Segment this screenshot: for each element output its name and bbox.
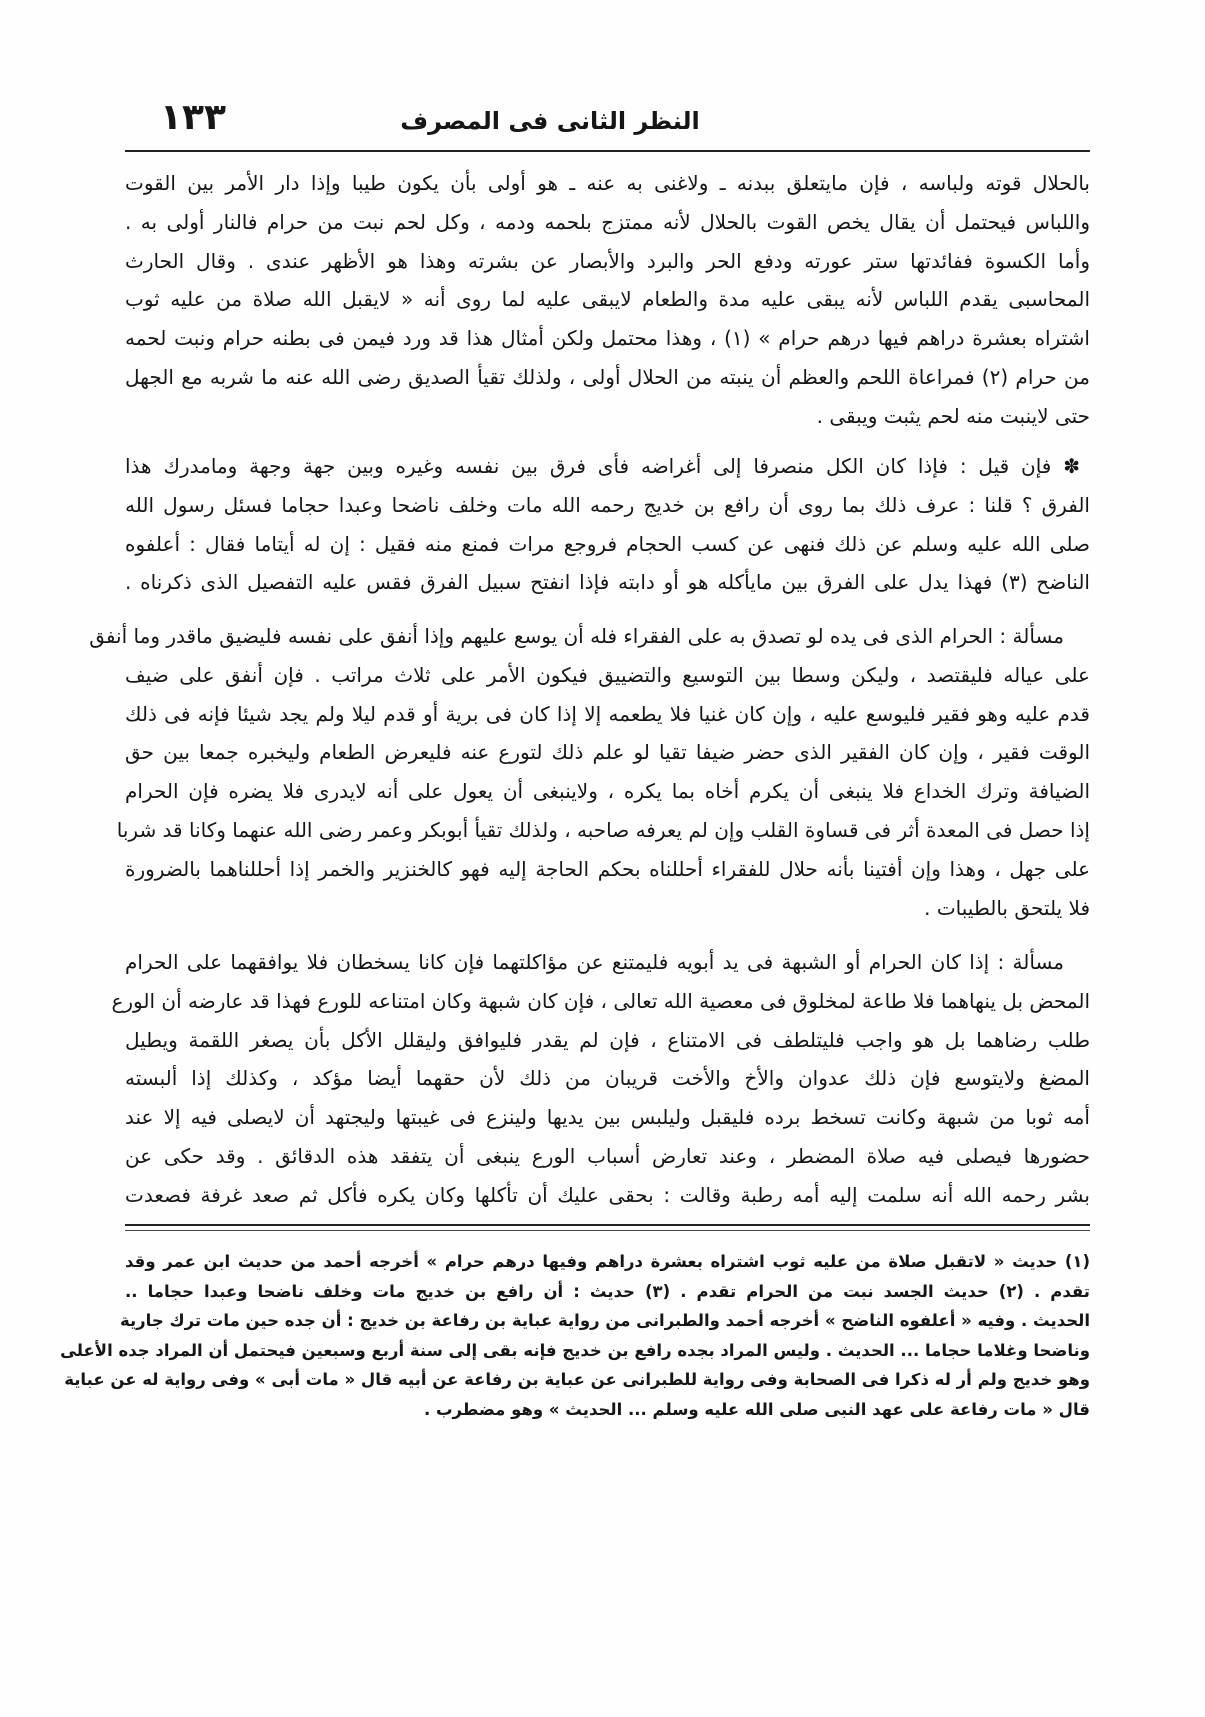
footnote-line: تقدم . (٢) حديث الجسد نبت من الحرام تقدم . (٣) حديث : أن رافع بن خديج مات وخلف ناضحا وعبدا حجاما .. [125,1281,1090,1301]
text-line: الفرق ؟ قلنا : عرف ذلك بما روى أن رافع بن خديج رحمه الله مات وخلف ناضحا وعبدا حجاما فسئل رسول الله [125,492,1090,517]
text-line: حتى لاينبت منه لحم يثبت ويبقى . [816,403,1090,428]
text-line: أمه ثوبا من شبهة وكانت تسخط برده فليقبل وليلبس بين يديها ولينزع فى غيبتها وليجتهد أن لايصلى فيه إلا عند [125,1105,1090,1130]
text-line: على جهل ، وهذا وإن أفتينا بأنه حلال للفقراء أحللناه بحكم الحاجة إليه فهو كالخنزير والخمر إذا أحللناهما بالضرورة [125,856,1090,881]
text-line: على عياله فليقتصد ، وليكن وسطا بين التوسيع والتضييق فيكون الأمر على ثلاث مراتب . فإن أنفق على ضيف [125,662,1090,687]
footnote-line: وناضحا وغلاما حجاما ... الحديث . وليس المراد بجده رافع بن خديج فإنه بقى إلى سنة أربع وسبعين فيحتمل أن المراد جده الأعلى [60,1340,1090,1360]
text-line: واللباس فيحتمل أن يقال يخص القوت بالحلال لأنه ممتزج بلحمه ودمه ، وكل لحم نبت من حرام فالنار أولى به . [125,209,1090,234]
page-number: ١٣٣ [160,97,226,138]
text-line: المحض بل ينهاهما فلا طاعة لمخلوق فى معصية الله تعالى ، فإن كان شبهة وكان امتناعه للورع فهذا قد عارضه أن الورع [111,988,1090,1013]
footnote-line: (١) حديث « لاتقبل صلاة من عليه ثوب اشتراه بعشرة دراهم وفيها درهم حرام » أخرجه أحمد من حديث ابن عمر وقد [125,1252,1090,1271]
text-line: اشتراه بعشرة دراهم فيها درهم حرام » (١) ، وهذا محتمل ولكن أمثال هذا قد ورد فيمن فى بطنه حرام ونبت لحمه [125,326,1090,351]
text-line: المحاسبى يقدم اللباس لأنه يبقى عليه مدة والطعام لايبقى عليه لما روى أنه « لايقبل الله صلاة من عليه ثوب [125,287,1090,312]
text-line: قدم عليه وهو فقير فليوسع عليه ، وإن كان غنيا فلا يطعمه إلا إذا كان فى برية أو قدم ليلا ولم يجد شيئا فإنه فى ذلك [125,701,1090,726]
footnote-line: الحديث . وفيه « أعلفوه الناضح » أخرجه أحمد والطبرانى من رواية عباية بن رفاعة بن خديج : أن جده حين مات ترك جارية [119,1311,1090,1331]
header-rule [125,150,1090,152]
text-line: الضيافة وترك الخداع فلا ينبغى أن يكرم أخاه بما يكره ، ولاينبغى أن يعول على أنه لايدرى فلا يضره فإن الحرام [125,779,1090,804]
paragraph [125,164,1090,436]
text-line: ✽ فإن قيل : فإذا كان الكل منصرفا إلى أغراضه فأى فرق بين نفسه وغيره وبين جهة وجهة ومامدرك هذا [125,454,1080,478]
text-line: فلا يلتحق بالطيبات . [924,895,1090,920]
running-title: النظر الثانى فى المصرف [400,107,700,135]
footnote-line: قال « مات رفاعة على عهد النبى صلى الله عليه وسلم ... الحديث » وهو مضطرب . [423,1399,1090,1419]
text-line: مسألة : إذا كان الحرام أو الشبهة فى يد أبويه فليمتنع عن مؤاكلتهما فإن كانا يسخطان فلا يوافقهما على الحرام [125,950,1064,974]
text-line: مسألة : الحرام الذى فى يده لو تصدق به على الفقراء فله أن يوسع عليهم وإذا أنفق على نفسه فليضيق ماقدر وما أنفق [89,624,1064,648]
text-line: المضغ ولايتوسع فإن ذلك عدوان والأخ والأخت قريبان من ذلك لأن حقهما أيضا مؤكد ، وكذلك إذا ألبسته [125,1066,1090,1091]
text-line: وأما الكسوة ففائدتها ستر عورته ودفع الحر والبرد والأبصار عن بشرته وهذا هو الأظهر عندى . وقال الحارث [125,248,1090,273]
footnote-separator [125,1224,1090,1226]
text-line: الوقت فقير ، وإن كان الفقير الذى حضر ضيفا تقيا لو علم ذلك لتورع عنه فليعرض الطعام وليخبره جمعا بين حق [125,740,1090,765]
text-line: إذا حصل فى المعدة أثر فى قساوة القلب وإن لم يعرفه صاحبه ، ولذلك تقيأ أبوبكر وعمر رضى الله عنهما وكانا قد شربا [116,817,1090,842]
footnote-separator-thin [125,1230,1090,1231]
paragraph [111,943,1090,1215]
text-line: الناضح (٣) فهذا يدل على الفرق بين مايأكله هو أو دابته فإذا انفتح سبيل الفرق فقس عليه التفصيل الذى ذكرناه . [125,570,1090,595]
text-line: بشر رحمه الله أنه سلمت إليه أمه رطبة وقالت : بحقى عليك أن تأكلها وكان يكره فأكل ثم صعد غرفة فصعدت [125,1182,1090,1207]
text-line: بالحلال قوته ولباسه ، فإن مايتعلق ببدنه ـ ولاغنى به عنه ـ هو أولى بأن يكون طيبا وإذا دار الأمر بين القوت [125,171,1090,195]
footnotes [60,1247,1090,1425]
footnote-line: وهو خديج ولم أر له ذكرا فى الصحابة وفى رواية للطبرانى عن عباية بن رفاعة عن أبيه قال « مات أبى » وفى رواية له عن عباية [64,1370,1090,1390]
paragraph [125,447,1090,602]
text-line: من حرام (٢) فمراعاة اللحم والعظم أن ينبته من الحلال أولى ، ولذلك تقيأ الصديق رضى الله عنه ما شربه مع الجهل [125,364,1090,389]
text-line: طلب رضاهما بل هو واجب فليتلطف فى الامتناع ، فإن لم يقدر فليوافق وليقلل الأكل بأن يصغر اللقمة ويطيل [125,1027,1090,1052]
paragraph [89,617,1090,927]
text-line: حضورها فيصلى فيه صلاة المضطر ، وعند تعارض أسباب الورع ينبغى أن يتفقد هذه الدقائق . وقد حكى عن [125,1143,1090,1168]
text-line: صلى الله عليه وسلم عن ذلك فنهى عن كسب الحجام فروجع مرات فمنع منه فقيل : إن له أيتاما فقال : أعلفوه [125,531,1090,556]
